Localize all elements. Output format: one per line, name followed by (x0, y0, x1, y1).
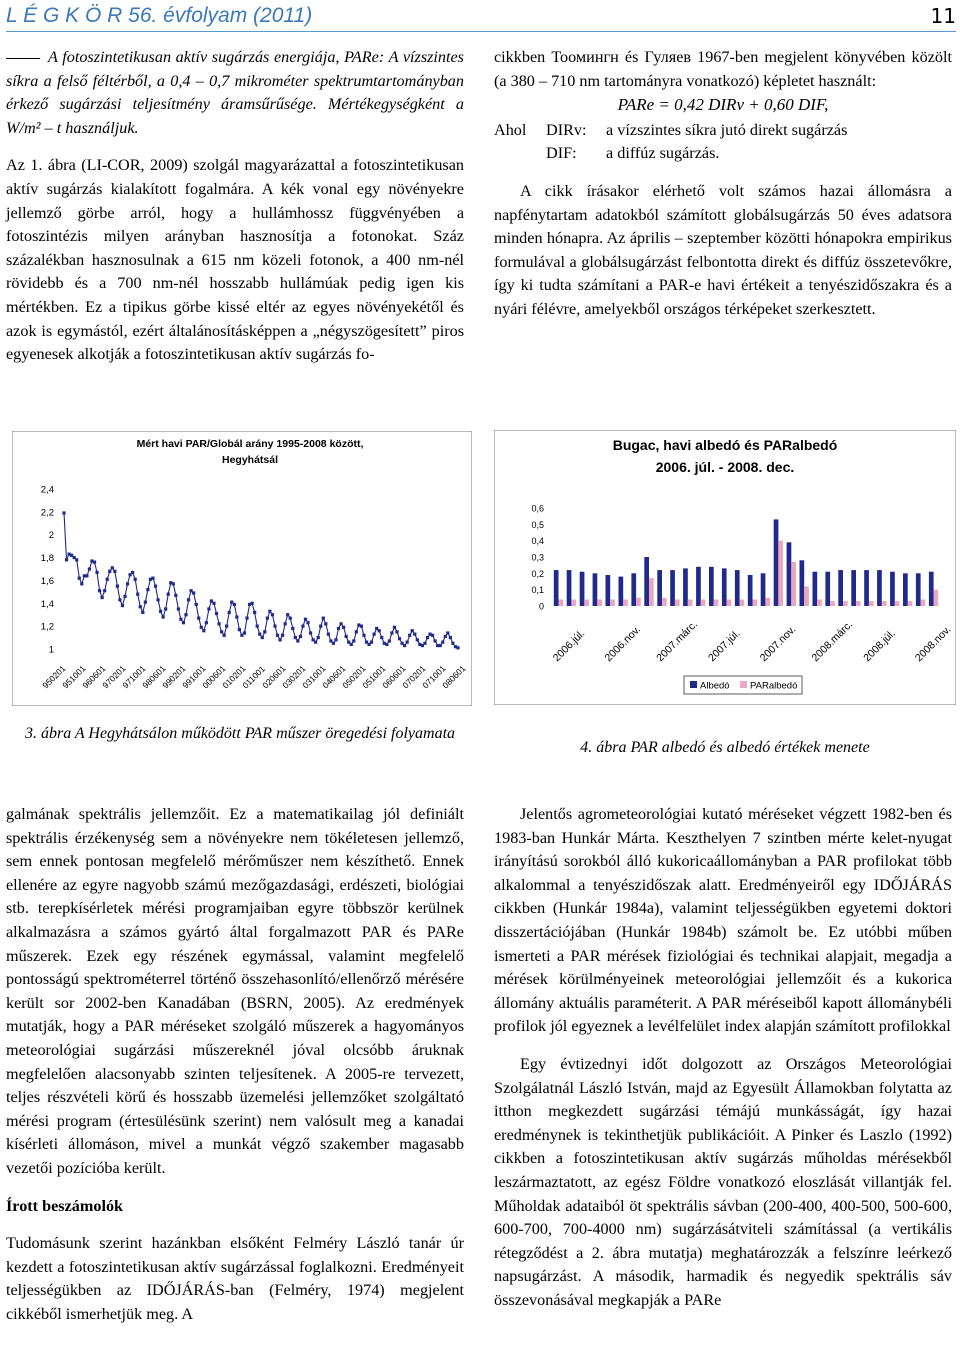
bar-paralbedó (791, 562, 796, 606)
column-bottom-right (494, 803, 952, 1312)
data-point (441, 641, 444, 644)
bar-paralbedó (649, 578, 654, 606)
data-point (406, 641, 409, 644)
y-tick-label: 0,6 (531, 503, 544, 514)
data-point (276, 634, 279, 637)
chart-title-line: Hegyhátsál (221, 454, 279, 466)
data-point (172, 582, 175, 585)
bar-paralbedó (610, 600, 615, 607)
def-dirv-value: a vízszintes síkra jutó direkt sugárzás (606, 120, 848, 139)
data-point (121, 604, 124, 607)
data-point (289, 617, 292, 620)
data-point (182, 621, 185, 624)
data-point (345, 635, 348, 638)
data-point (299, 635, 302, 638)
data-point (228, 611, 231, 614)
bar-albedó (670, 570, 675, 606)
data-point (449, 636, 452, 639)
column-top-right (494, 46, 952, 322)
x-tick-label: 960601 (80, 663, 108, 691)
dash-mark (6, 58, 40, 59)
data-point (281, 634, 284, 637)
bar-albedó (580, 572, 585, 606)
bar-paralbedó (830, 601, 835, 606)
data-point (395, 630, 398, 633)
data-point (78, 577, 81, 580)
data-point (111, 566, 114, 569)
bar-paralbedó (636, 598, 641, 606)
bar-paralbedó (843, 601, 848, 606)
paragraph: Az 1. ábra (LI-COR, 2009) szolgál magyarázattal a fotoszintetikusan aktív sugárzás kialakított fogalmára. A kék vonal egy növényekre jellemző görbe arról, hogy a hullámhossz függvényében a fotoszintézis milyen arányban hasznosítja a fotonokat. Száz százalékban hasznosulnak a 615 nm közeli fotonok, a 400 nm-nél rövidebb és a 700 nm-nél hosszabb hullámúak pedig igen kis mértékben. Ez a tipikus görbe kissé eltér az egyes növényekétől és azok is egymástól, ezért általánosításképpen a „négyszögesített” piros egyenesek alkotják a fotoszintetikusan aktív sugárzás fo- (6, 156, 464, 364)
data-point (101, 596, 104, 599)
paragraph: A cikk írásakor elérhető volt számos hazai állomásra a napfénytartam adatokból számított globálsugárzás 50 éves adatsora minden hónapra. Az április – szeptember közötti hónapokra empirikus formulával a globálsugárzást felbontotta direkt és diffúz összetevőkre, így ki tudta számítani a PAR-e havi értékeit a tenyészidőszakra és a nyári félévre, amelyekből országos térképeket szerkesztett. (494, 181, 952, 318)
data-point (225, 625, 228, 628)
y-tick-label: 1 (48, 644, 54, 656)
data-point (223, 634, 226, 637)
par-global-ratio-chart (12, 431, 472, 706)
bar-albedó (631, 573, 636, 606)
data-point (141, 611, 144, 614)
bar-albedó (554, 570, 559, 606)
data-point (217, 622, 220, 625)
data-point (324, 622, 327, 625)
bar-albedó (813, 572, 818, 606)
data-point (327, 633, 330, 636)
data-point (144, 601, 147, 604)
data-point (309, 631, 312, 634)
x-tick-label: 2008.márc. (809, 618, 856, 665)
bar-albedó (593, 573, 598, 606)
bar-paralbedó (882, 601, 887, 606)
data-point (156, 598, 159, 601)
data-point (126, 582, 129, 585)
legend-label: Albedó (700, 680, 730, 692)
page-number: 11 (930, 4, 956, 28)
albedo-chart (494, 430, 956, 705)
x-tick-label: 031001 (300, 663, 328, 691)
page-header (6, 2, 956, 30)
bar-paralbedó (714, 600, 719, 607)
data-point (258, 633, 261, 636)
data-point (393, 626, 396, 629)
bar-albedó (838, 570, 843, 606)
bar-albedó (657, 570, 662, 606)
y-tick-label: 0,2 (531, 568, 544, 579)
figure-3-caption: 3. ábra A Hegyhátsálon működött PAR műszer öregedési folyamata (24, 725, 456, 742)
definitions (494, 119, 952, 166)
data-point (167, 593, 170, 596)
data-point (154, 585, 157, 588)
data-point (200, 626, 203, 629)
data-point (444, 635, 447, 638)
bar-albedó (929, 572, 934, 606)
bar-paralbedó (584, 600, 589, 607)
definition-pare: A fotoszintetikusan aktív sugárzás energiája, PARe: A vízszintes síkra a felső féltérből, a 0,4 – 0,7 mikrométer spektrumtartományban érkező sugárzási teljesítmény áramsűrűsége. Mértékegységként a W/m² – t használjuk. (6, 48, 464, 137)
bar-paralbedó (701, 600, 706, 607)
column-top-left (6, 46, 464, 367)
x-tick-label: 2007.márc. (654, 618, 700, 665)
data-point (273, 625, 276, 628)
x-tick-label: 2006.júl. (550, 627, 588, 665)
bar-albedó (644, 557, 649, 606)
y-tick-label: 1,8 (40, 553, 54, 565)
bar-paralbedó (921, 600, 926, 607)
bar-albedó (619, 577, 624, 606)
bar-paralbedó (765, 598, 770, 606)
data-point (439, 644, 442, 647)
x-tick-label: 2008.júl. (861, 627, 898, 665)
data-point (243, 631, 246, 634)
paragraph: Jelentős agrometeorológiai kutató méréseket végzett 1982-ben és 1983-ban Hunkár Márta. Keszthelyen 7 szintben mérte kelet-nyugat irányítású sorokból álló kukoricaállományban a PAR profilokat több alkalommal a tenyészidőszak alatt. Eredményeiről egy IDŐJÁRÁS cikkben (Hunkár 1984a), valamint teljességükben egyetemi doktori disszertációjában (Hunkár 1984b) számolt be. Ez utóbbi műben ismerteti a PAR mérések fiziológiai és technikai alapjait, megadja a mérések körülményeinek meteorológiai jellemzőit és a kukorica állomány aktuális paraméterit. A PAR méréseiből kapott állománybéli profilok jól egyeznek a levélfelület index alapján számított profilokkal (494, 805, 952, 1036)
y-tick-label: 2,2 (40, 507, 54, 519)
data-point (362, 634, 365, 637)
data-point (93, 561, 96, 564)
data-point (426, 636, 429, 639)
data-point (212, 602, 215, 605)
data-point (373, 633, 376, 636)
bar-albedó (606, 575, 611, 606)
x-tick-label: 060601 (380, 663, 408, 691)
data-point (62, 511, 65, 514)
data-point (98, 589, 101, 592)
paragraph: Tudomásunk szerint hazánkban elsőként Felméry László tanár úr kezdett a fotoszintetikusan aktív sugárzással foglalkozni. Eredményeit teljességükben az IDŐJÁRÁS-ban (Felméry, 1974) megjelent cikkéből ismerhetjük meg. A (6, 1234, 464, 1323)
paragraph: cikkben Тоомингн és Гуляев 1967-ben megjelent könyvében közölt (a 380 – 710 nm tartományra vonatkozó) képletet használt: (494, 48, 952, 90)
bar-paralbedó (934, 590, 939, 606)
data-point (416, 638, 419, 641)
data-point (146, 588, 149, 591)
data-point (385, 643, 388, 646)
y-tick-label: 1,6 (40, 575, 54, 587)
bar-paralbedó (688, 600, 693, 607)
bar-albedó (761, 573, 766, 606)
x-tick-label: 020601 (260, 663, 288, 691)
data-point (434, 639, 437, 642)
data-point (116, 585, 119, 588)
bar-albedó (709, 567, 714, 606)
data-point (388, 639, 391, 642)
data-point (403, 644, 406, 647)
data-point (195, 603, 198, 606)
x-tick-label: 070201 (400, 663, 428, 691)
def-dif-value: a diffúz sugárzás. (606, 144, 720, 163)
data-point (139, 605, 142, 608)
x-tick-label: 051001 (360, 663, 388, 691)
paragraph: Egy évtizednyi időt dolgozott az Országos Meteorológiai Szolgálatnál László István, majd az Egyesült Államokban folytatta az itthon megkezdett sugárzási témájú munkásságát, így hazai eredménynek is tekinthetjük publikációit. A Pinker és Laszlo (1992) cikkben a fotoszintetikusan aktív sugárzás műholdas mérésekből leszármaztatott, az egész Földre vonatkozó eloszlását villantják fel. Műholdak adataiból öt spektrális sávban (200-400, 400-500, 500-600, 600-700, 700-4000 nm) sugárzásátviteli számítással (a vertikális rétegződést a 2. ábra mutatja) meghatározzák a felszínre leérkező napsugárzást. A második, harmadik és negyedik spektrális sáv összevonásával megkapják a PARe (494, 1054, 952, 1309)
x-tick-label: 000601 (200, 663, 228, 691)
bar-albedó (890, 572, 895, 606)
data-point (253, 611, 256, 614)
data-point (136, 593, 139, 596)
data-point (380, 636, 383, 639)
data-point (220, 630, 223, 633)
data-point (268, 610, 271, 613)
data-point (113, 570, 116, 573)
data-point (317, 636, 320, 639)
y-tick-label: 2 (48, 530, 54, 542)
bar-paralbedó (727, 600, 732, 607)
data-point (322, 617, 325, 620)
data-point (370, 641, 373, 644)
bar-paralbedó (804, 586, 809, 606)
data-point (360, 625, 363, 628)
data-point (456, 646, 459, 649)
column-bottom-left (6, 803, 464, 1326)
bar-albedó (683, 568, 688, 606)
data-point (294, 636, 297, 639)
x-tick-label: 010201 (220, 663, 248, 691)
data-point (423, 642, 426, 645)
paragraph: galmának spektrális jellemzőit. Ez a matematikailag jól definiált spektrális érzékenység sem a növényekre nem tökéletesen jellemző, sem ennek pontosan megfelelő mérőműszer nem készíthető. Ennek ellenére az egyre nagyobb számú mezőgazdasági, erdészeti, biológiai stb. terepkísérletek mérési programjaiban egyre többször kerülnek alkalmazásra a számos gyártó által forgalmazott PAR és PARe műszerek. Ezek egy részének egymással, valamint megfelelő pontosságú spektrométerrel történő összehasonlító/ellenőrző mérésére került sor 2002-ben Kanadában (BSRN, 2005). Az eredmények mutatják, hogy a PAR méréseket szolgáló műszerek a hagyományos meteorológiai sugárzási műszereknél jóval olcsóbb áruknak megfelelően alacsonyabb szinten teljesítenek. A 2005-re tervezett, teljes részvételi körű és hosszabb üzemelési jellemzőket szolgáltató mérési program (értesülésünk szerint) nem valósult meg a kanadai kísérleti állomáson, mivel a munkát végző szakember magasabb vezetői pozícióba került. (6, 805, 464, 1177)
figure-4-caption: 4. ábra PAR albedó és albedó értékek menete (580, 739, 870, 756)
data-point (278, 638, 281, 641)
data-point (164, 607, 167, 610)
bar-albedó (787, 542, 792, 606)
bar-paralbedó (753, 600, 758, 607)
data-point (184, 613, 187, 616)
legend-label: PARalbedó (750, 680, 798, 692)
data-point (314, 641, 317, 644)
bar-albedó (825, 572, 830, 606)
x-tick-label: 991001 (180, 663, 208, 691)
x-tick-label: 970201 (100, 663, 128, 691)
def-dirv-key: DIRv: (546, 120, 587, 139)
data-point (256, 625, 259, 628)
section-heading: Írott beszámolók (6, 1196, 124, 1215)
bar-albedó (877, 570, 882, 606)
data-point (151, 577, 154, 580)
data-point (215, 612, 218, 615)
legend-swatch (740, 681, 747, 688)
bar-albedó (722, 568, 727, 606)
x-tick-label: 2008.nov. (912, 623, 954, 665)
bar-paralbedó (559, 600, 564, 607)
y-tick-label: 0,3 (531, 552, 544, 563)
data-point (123, 595, 126, 598)
bar-albedó (916, 573, 921, 606)
data-point (238, 628, 241, 631)
data-point (451, 642, 454, 645)
data-point (263, 630, 266, 633)
data-point (85, 574, 88, 577)
x-tick-label: 040601 (320, 663, 348, 691)
data-point (95, 571, 98, 574)
data-point (202, 629, 205, 632)
x-tick-label: 971001 (120, 663, 148, 691)
y-tick-label: 1,2 (40, 621, 54, 633)
data-point (65, 558, 68, 561)
data-point (261, 636, 264, 639)
y-tick-label: 0,1 (531, 585, 544, 596)
y-tick-label: 0,4 (531, 536, 544, 547)
data-point (378, 629, 381, 632)
data-point (159, 610, 162, 613)
data-point (301, 625, 304, 628)
x-tick-label: 950201 (40, 663, 68, 691)
data-point (408, 634, 411, 637)
x-tick-label: 030201 (280, 663, 308, 691)
bar-paralbedó (597, 600, 602, 607)
bar-paralbedó (869, 601, 874, 606)
data-point (350, 643, 353, 646)
bar-albedó (567, 570, 572, 606)
data-point (355, 630, 358, 633)
bar-albedó (851, 570, 856, 606)
x-tick-label: 2006.nov. (602, 623, 644, 665)
data-point (233, 603, 236, 606)
x-tick-label: 011001 (240, 663, 268, 691)
data-point (342, 626, 345, 629)
data-point (207, 607, 210, 610)
data-point (431, 634, 434, 637)
bar-paralbedó (675, 600, 680, 607)
data-point (271, 613, 274, 616)
data-point (118, 598, 121, 601)
x-tick-label: 080601 (440, 663, 468, 691)
data-point (108, 570, 111, 573)
data-point (251, 602, 254, 605)
chart-title-line: Mért havi PAR/Globál arány 1995-2008 között, (136, 438, 364, 450)
bar-albedó (774, 519, 779, 606)
data-point (131, 571, 134, 574)
bar-albedó (903, 573, 908, 606)
data-point (286, 613, 289, 616)
data-point (192, 591, 195, 594)
data-point (291, 627, 294, 630)
data-point (174, 594, 177, 597)
bar-albedó (800, 560, 805, 606)
data-point (352, 639, 355, 642)
data-point (179, 618, 182, 621)
data-point (88, 567, 91, 570)
chart-title: Bugac, havi albedó és PARalbedó (612, 437, 838, 453)
header-rule (6, 31, 956, 32)
bar-paralbedó (623, 600, 628, 607)
data-point (390, 631, 393, 634)
x-tick-label: 050201 (340, 663, 368, 691)
y-tick-label: 2,4 (40, 484, 54, 496)
data-point (398, 637, 401, 640)
data-point (304, 618, 307, 621)
data-point (411, 629, 414, 632)
bar-paralbedó (908, 601, 913, 606)
data-point (306, 621, 309, 624)
y-tick-label: 0 (538, 601, 544, 612)
bar-albedó (735, 570, 740, 606)
data-point (187, 598, 190, 601)
data-point (296, 639, 299, 642)
bar-paralbedó (740, 600, 745, 607)
data-point (332, 642, 335, 645)
x-tick-label: 2007.júl. (706, 627, 743, 665)
def-dif-key: DIF: (546, 144, 577, 163)
x-tick-label: 980601 (140, 663, 168, 691)
data-point (266, 617, 269, 620)
chart-subtitle: 2006. júl. - 2008. dec. (655, 459, 795, 475)
data-point (197, 617, 200, 620)
data-point (339, 622, 342, 625)
data-point (177, 607, 180, 610)
x-tick-label: 2007.nov. (757, 623, 799, 665)
formula: PARe = 0,42 DIRv + 0,60 DIF, (617, 95, 829, 115)
bar-paralbedó (662, 598, 667, 606)
data-point (235, 615, 238, 618)
data-point (319, 625, 322, 628)
bar-albedó (748, 575, 753, 606)
bar-paralbedó (817, 600, 822, 607)
data-point (446, 631, 449, 634)
data-point (284, 622, 287, 625)
bar-paralbedó (856, 601, 861, 606)
x-tick-label: 951001 (60, 663, 88, 691)
data-point (413, 633, 416, 636)
bar-paralbedó (895, 601, 900, 606)
def-ahol: Ahol (494, 120, 527, 139)
x-tick-label: 071001 (420, 663, 448, 691)
x-tick-label: 990201 (160, 663, 188, 691)
bar-paralbedó (778, 541, 783, 606)
bar-paralbedó (571, 600, 576, 607)
data-point (205, 621, 208, 624)
data-point (334, 638, 337, 641)
journal-title: L É G K Ö R 56. évfolyam (2011) (6, 4, 313, 27)
data-point (134, 578, 137, 581)
y-tick-label: 1,4 (40, 598, 54, 610)
data-point (75, 558, 78, 561)
bar-albedó (864, 570, 869, 606)
data-point (162, 615, 165, 618)
bar-albedó (696, 567, 701, 606)
y-tick-label: 0,5 (531, 519, 544, 530)
data-point (245, 617, 248, 620)
data-point (106, 578, 109, 581)
data-point (80, 582, 83, 585)
data-point (337, 627, 340, 630)
data-point (103, 589, 106, 592)
legend-swatch (690, 681, 697, 688)
